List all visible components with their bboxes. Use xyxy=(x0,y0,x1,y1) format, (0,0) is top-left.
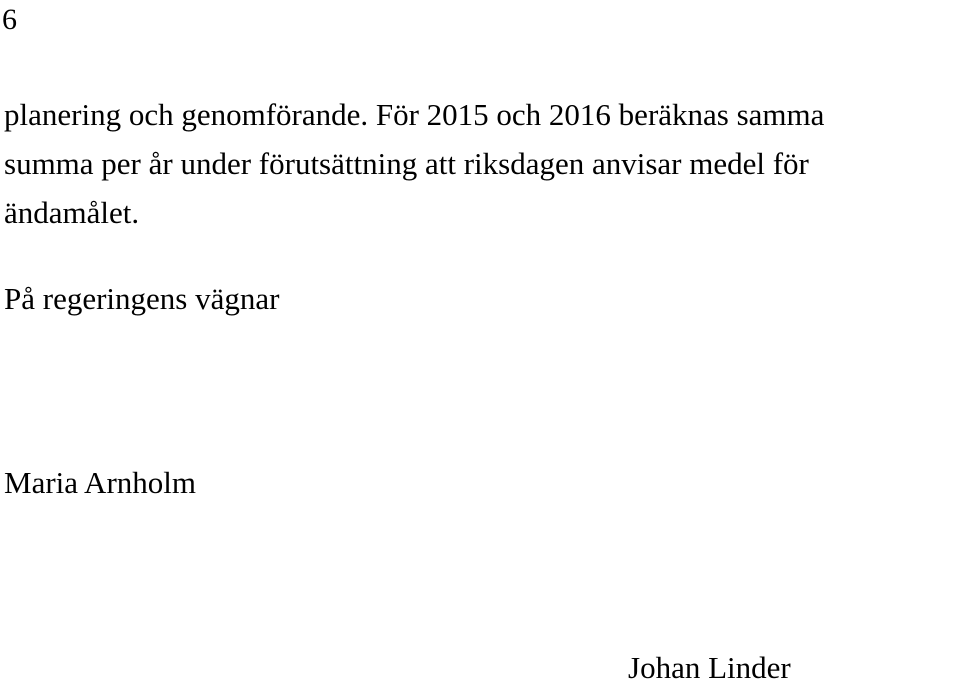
signatory-minister: Maria Arnholm xyxy=(4,465,196,500)
body-paragraph xyxy=(4,90,956,237)
paragraph-line-3: ändamålet. xyxy=(4,195,140,230)
closing-phrase: På regeringens vägnar xyxy=(4,281,280,316)
paragraph-line-1: planering och genomförande. För 2015 och 2016 beräknas samma xyxy=(4,97,825,132)
signatory-official: Johan Linder xyxy=(628,650,791,685)
paragraph-line-2: summa per år under förutsättning att riksdagen anvisar medel för xyxy=(4,146,809,181)
page-number: 6 xyxy=(2,3,17,36)
